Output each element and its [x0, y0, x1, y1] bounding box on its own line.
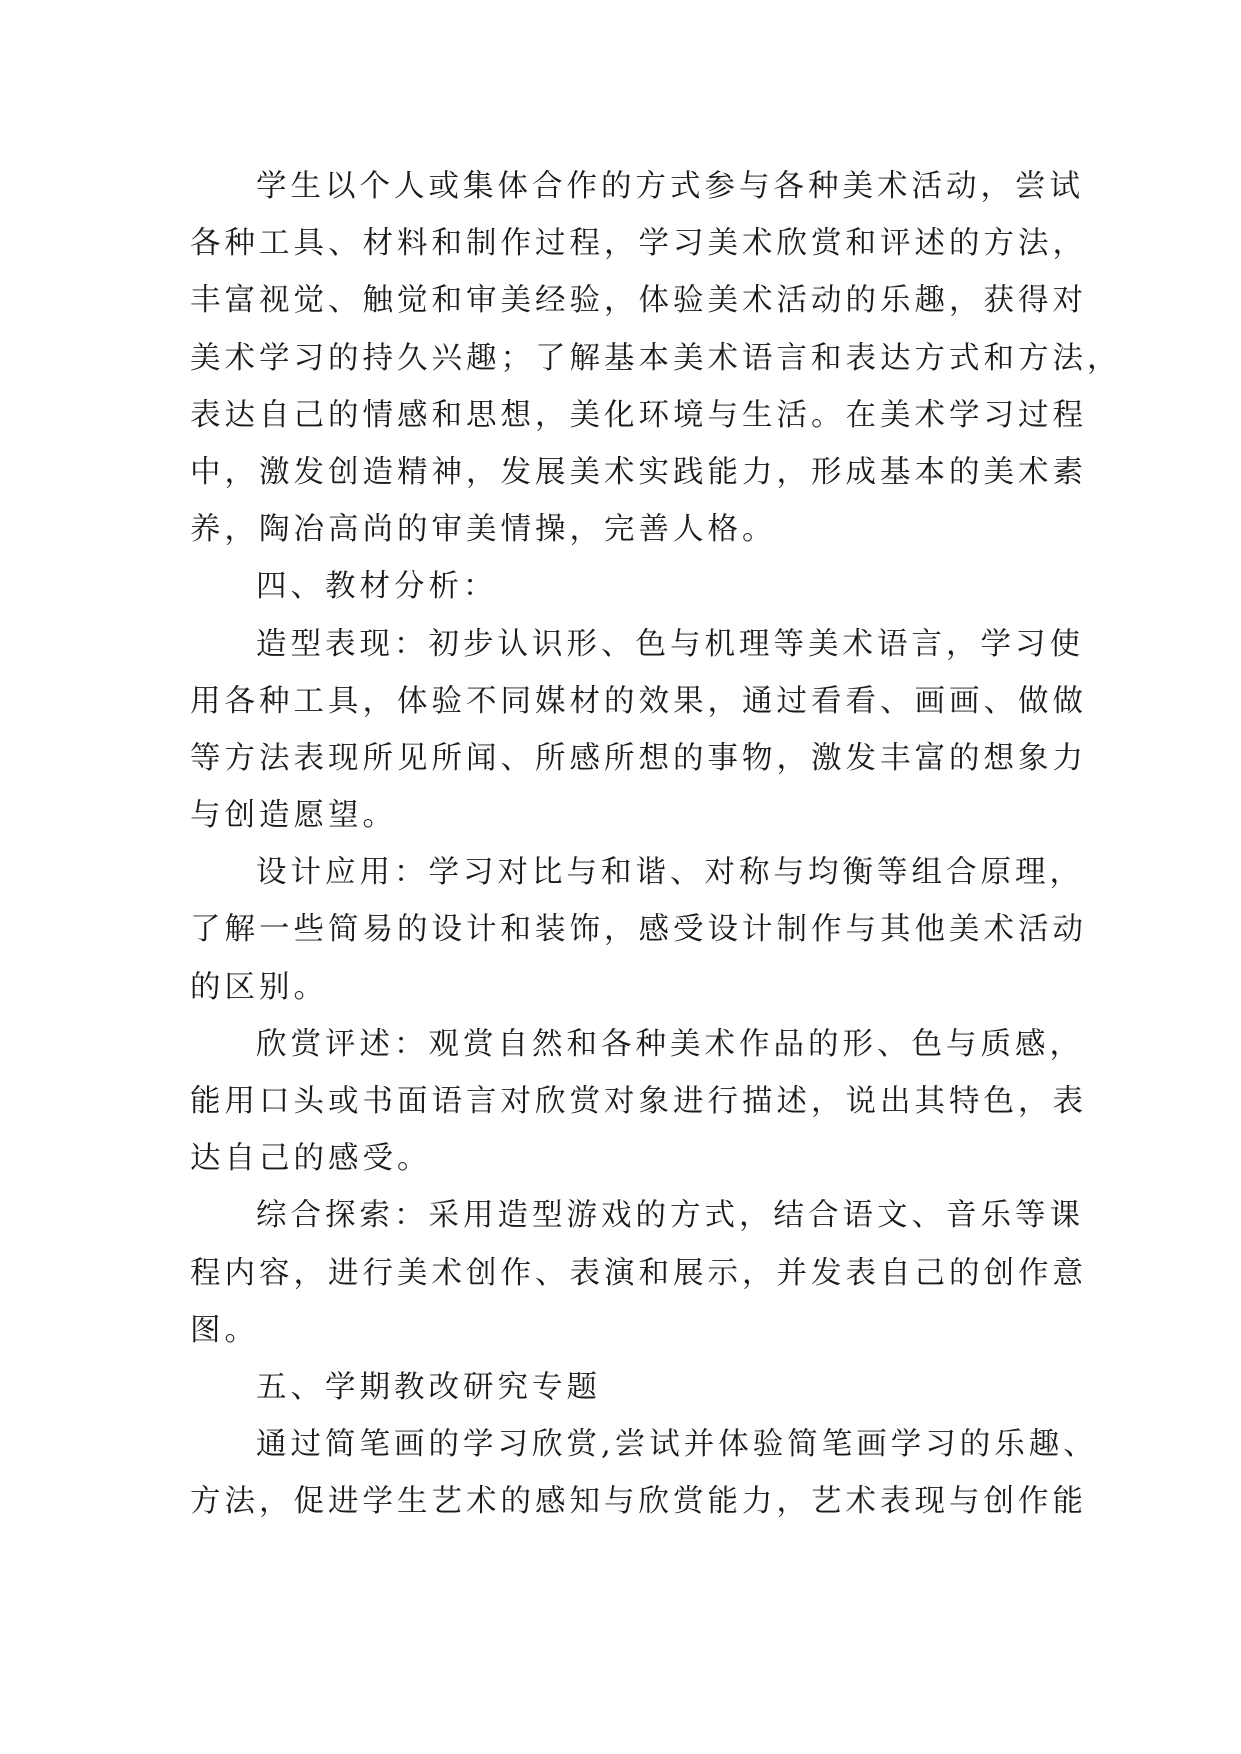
text-line: 等方法表现所见所闻、所感所想的事物，激发丰富的想象力: [190, 740, 1087, 776]
text-line: 表达自己的情感和思想，美化环境与生活。在美术学习过程: [190, 397, 1087, 433]
text-line: 能用口头或书面语言对欣赏对象进行描述，说出其特色，表: [190, 1084, 1087, 1119]
text-line: 学生以个人或集体合作的方式参与各种美术活动，尝试: [256, 169, 1084, 204]
section-heading: 五、学期教改研究专题: [256, 1369, 601, 1405]
text-line: 欣赏评述：观赏自然和各种美术作品的形、色与质感，: [256, 1026, 1084, 1062]
section-heading: 四、教材分析：: [256, 569, 498, 605]
text-line: 综合探索：采用造型游戏的方式，结合语文、音乐等课: [256, 1198, 1084, 1234]
text-line: 方法，促进学生艺术的感知与欣赏能力，艺术表现与创作能: [190, 1484, 1087, 1520]
text-line: 的区别。: [190, 969, 328, 1005]
text-line: 设计应用：学习对比与和谐、对称与均衡等组合原理，: [256, 855, 1084, 891]
text-line: 达自己的感受。: [190, 1141, 432, 1177]
text-line: 各种工具、材料和制作过程，学习美术欣赏和评述的方法，: [190, 226, 1087, 262]
text-line: 丰富视觉、触觉和审美经验，体验美术活动的乐趣，获得对: [190, 283, 1087, 319]
text-line: 了解一些简易的设计和装饰，感受设计制作与其他美术活动: [190, 912, 1087, 948]
text-line: 用各种工具，体验不同媒材的效果，通过看看、画画、做做: [190, 683, 1087, 719]
text-line: 程内容，进行美术创作、表演和展示，并发表自己的创作意: [190, 1255, 1087, 1291]
text-line: 与创造愿望。: [190, 798, 397, 834]
text-line: 通过简笔画的学习欣赏,尝试并体验简笔画学习的乐趣、: [256, 1427, 1098, 1463]
text-line: 图。: [190, 1312, 259, 1348]
text-line: 养，陶冶高尚的审美情操，完善人格。: [190, 512, 777, 548]
text-line: 造型表现：初步认识形、色与机理等美术语言，学习使: [256, 626, 1084, 662]
text-line: 中，激发创造精神，发展美术实践能力，形成基本的美术素: [190, 454, 1087, 490]
document-body: [190, 158, 1122, 1531]
text-line: 美术学习的持久兴趣；了解基本美术语言和表达方式和方法，: [190, 340, 1122, 376]
